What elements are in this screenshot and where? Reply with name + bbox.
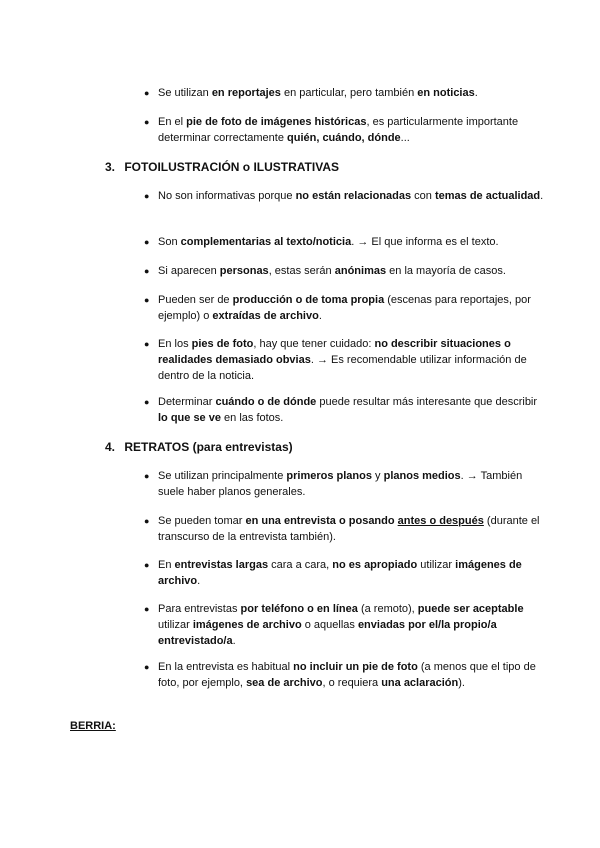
bullet-icon: ● [144,339,150,349]
bullet-icon: ● [144,471,150,481]
bullet-icon: ● [144,88,150,98]
bullet-icon: ● [144,237,150,247]
bullet-item: ● En los pies de foto, hay que tener cuidado: no describir situaciones o realidades demasiado obvias. → Es recomendable utilizar información de dentro de la noticia. [144,338,527,382]
bullet-item: ● Se utilizan en reportajes en particular, pero también en noticias. [144,87,478,99]
bullet-item: ● Son complementarias al texto/noticia. → El que informa es el texto. [144,236,499,248]
bullet-icon: ● [144,117,150,127]
bullet-icon: ● [144,604,150,614]
section-heading: 3. FOTOILUSTRACIÓN o ILUSTRATIVAS [105,160,340,174]
bullet-item: ● Pueden ser de producción o de toma propia (escenas para reportajes, por ejemplo) o extraídas de archivo. [144,294,531,322]
bullet-item: ● En el pie de foto de imágenes históricas, es particularmente importante determinar correctamente quién, cuándo, dónde... [144,116,519,144]
bullet-icon: ● [144,662,150,672]
bullet-icon: ● [144,516,150,526]
bullet-item: ● Se pueden tomar en una entrevista o posando antes o después (durante el transcurso de la entrevista también). [144,515,540,543]
footer-heading: BERRIA: [70,720,116,732]
bullet-item: ● En la entrevista es habitual no incluir un pie de foto (a menos que el tipo de foto, por ejemplo, sea de archivo, o requiera una aclaración). [144,661,536,689]
bullet-item: ● Para entrevistas por teléfono o en línea (a remoto), puede ser aceptable utilizar imágenes de archivo o aquellas enviadas por el/la propio/a entrevistado/a. [144,603,524,647]
bullet-item: ● Si aparecen personas, estas serán anónimas en la mayoría de casos. [144,265,506,277]
bullet-icon: ● [144,266,150,276]
bullet-item: ● Determinar cuándo o de dónde puede resultar más interesante que describir lo que se ve en las fotos. [144,396,538,424]
section-heading: 4. RETRATOS (para entrevistas) [105,440,293,454]
bullet-icon: ● [144,295,150,305]
bullet-item: ● No son informativas porque no están relacionadas con temas de actualidad. [144,190,544,202]
bullet-item: ● En entrevistas largas cara a cara, no es apropiado utilizar imágenes de archivo. [144,559,522,587]
bullet-icon: ● [144,560,150,570]
bullet-icon: ● [144,191,150,201]
bullet-item: ● Se utilizan principalmente primeros planos y planos medios. → También suele haber planos generales. [144,470,523,498]
bullet-icon: ● [144,397,150,407]
